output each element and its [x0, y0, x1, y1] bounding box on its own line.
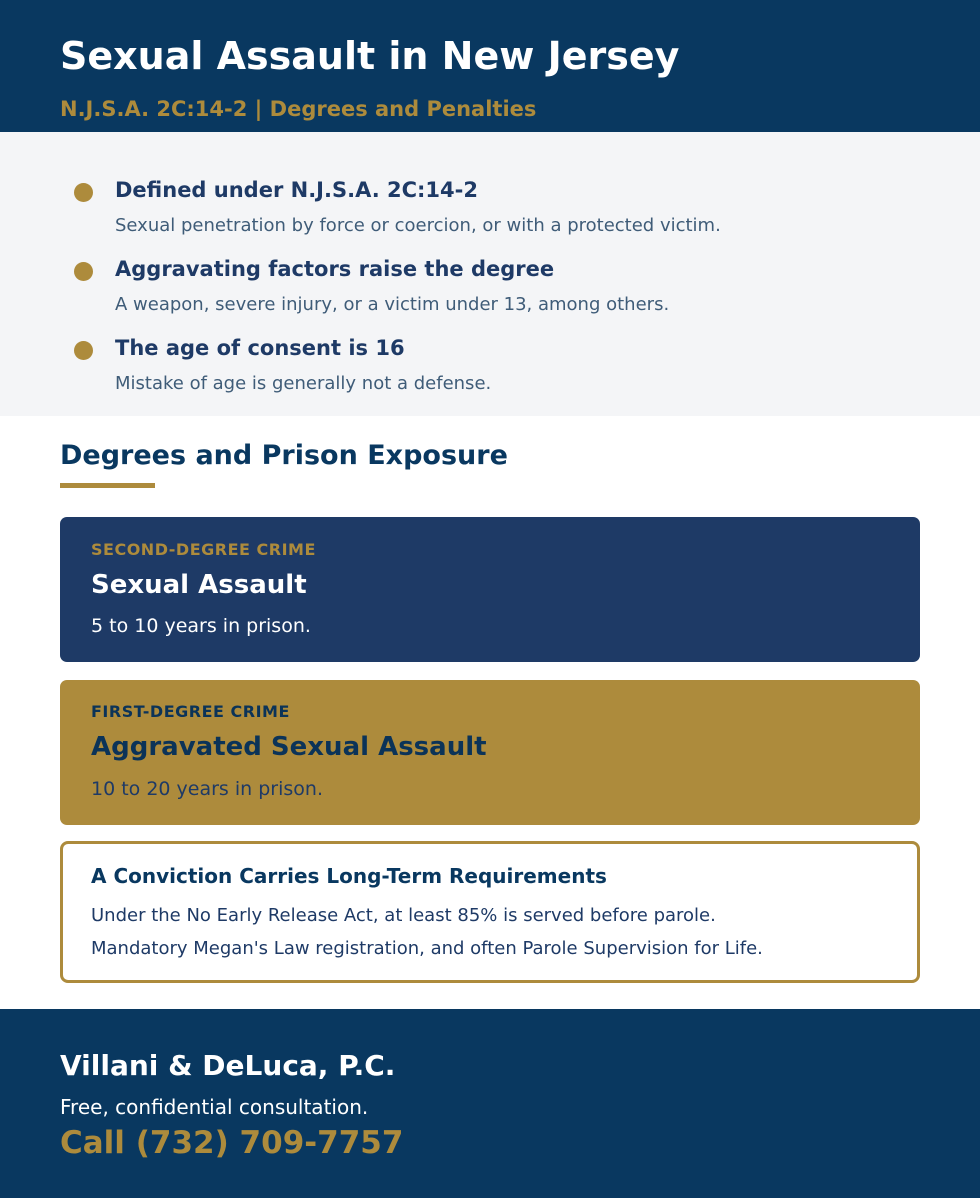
fact-description: Sexual penetration by force or coercion, or with a protected victim. — [115, 215, 721, 236]
card-offense-name: Sexual Assault — [91, 570, 307, 600]
card-kicker: SECOND-DEGREE CRIME — [91, 540, 316, 559]
second-degree-card — [60, 517, 920, 662]
section-title: Degrees and Prison Exposure — [60, 440, 508, 471]
fact-item — [0, 251, 980, 321]
footer-banner — [0, 1009, 980, 1198]
page-subtitle: N.J.S.A. 2C:14-2 | Degrees and Penalties — [60, 97, 537, 121]
requirements-title: A Conviction Carries Long-Term Requirements — [91, 864, 607, 888]
card-prison-term: 5 to 10 years in prison. — [91, 615, 311, 637]
section-underline — [60, 483, 155, 488]
requirements-card — [60, 841, 920, 983]
requirements-line: Under the No Early Release Act, at least 85% is served before parole. — [91, 905, 716, 926]
consultation-text: Free, confidential consultation. — [60, 1095, 369, 1119]
bullet-dot-icon — [74, 183, 93, 202]
fact-heading: Defined under N.J.S.A. 2C:14-2 — [115, 178, 478, 202]
fact-heading: Aggravating factors raise the degree — [115, 257, 555, 281]
first-degree-card — [60, 680, 920, 825]
fact-description: A weapon, severe injury, or a victim under 13, among others. — [115, 294, 670, 315]
header-banner — [0, 0, 980, 132]
card-prison-term: 10 to 20 years in prison. — [91, 778, 323, 800]
firm-name: Villani & DeLuca, P.C. — [60, 1049, 396, 1082]
bullet-dot-icon — [74, 262, 93, 281]
fact-item — [0, 172, 980, 242]
fact-description: Mistake of age is generally not a defense. — [115, 373, 492, 394]
card-kicker: FIRST-DEGREE CRIME — [91, 702, 290, 721]
card-offense-name: Aggravated Sexual Assault — [91, 732, 487, 762]
bullet-dot-icon — [74, 341, 93, 360]
call-phone-link[interactable]: Call (732) 709-7757 — [60, 1125, 404, 1161]
page-title: Sexual Assault in New Jersey — [60, 34, 680, 78]
fact-item — [0, 330, 980, 400]
fact-heading: The age of consent is 16 — [115, 336, 405, 360]
key-facts-panel — [0, 132, 980, 416]
requirements-line: Mandatory Megan's Law registration, and often Parole Supervision for Life. — [91, 938, 763, 959]
